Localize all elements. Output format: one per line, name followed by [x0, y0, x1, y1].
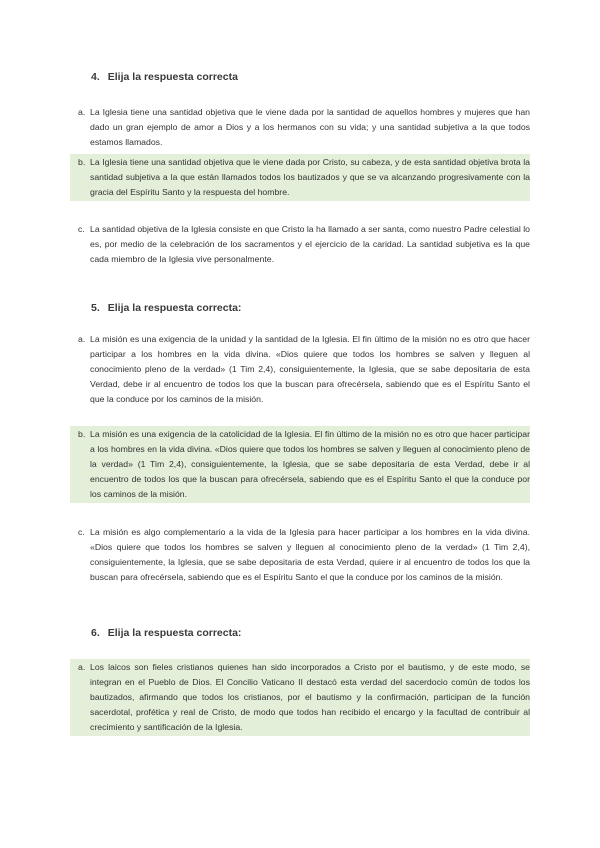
option-text: La misión es algo complementario a la vida de la Iglesia para hacer participar a los hombres en la vida divina. «Dios quiere que todos los hombres se salven y lleguen al conocimiento pleno de la verdad» (1 Tim 2,4), consiguientemente, la Iglesia, que se sabe depositaria de esta Verdad, quiere ir al encuentro de todos los que la buscan para ofrecérsela, sabiendo que es el Espíritu Santo el que la conduce por los caminos de la misión.	[90, 527, 530, 582]
option-letter: c.	[78, 527, 85, 537]
option-text: La santidad objetiva de la Iglesia consiste en que Cristo la ha llamado a ser santa, como nuestro Padre celestial lo es, por medio de la celebración de los sacramentos y el ejercicio de la caridad. La santidad subjetiva es la que cada miembro de la Iglesia vive personalmente.	[90, 224, 530, 264]
option-text: La misión es una exigencia de la catolicidad de la Iglesia. El fin último de la misión no es otro que hacer participar a los hombres en la vida divina. «Dios quiere que todos los hombres se salven y lleguen al conocimiento pleno de la verdad» (1 Tim 2,4), consiguientemente, la Iglesia, que se sabe depositaria de esta Verdad, debe ir al encuentro de todos los que la buscan para ofrecérsela, sabiendo que es el Espíritu Santo el que la conduce por los caminos de la misión.	[90, 429, 530, 499]
question-6-option-a-correct	[70, 659, 530, 736]
question-title: Elija la respuesta correcta:	[107, 302, 242, 314]
option-letter: c.	[78, 224, 85, 234]
question-4-heading	[91, 71, 238, 83]
option-letter: b.	[78, 429, 86, 439]
option-text: La misión es una exigencia de la unidad y la santidad de la Iglesia. El fin último de la misión no es otro que hacer participar a los hombres en la vida divina. «Dios quiere que todos los hombres se salven y lleguen al conocimiento pleno de la verdad» (1 Tim 2,4), consiguientemente, la Iglesia, que se sabe depositaria de esta Verdad, debe ir al encuentro de todos los que la buscan para ofrecérsela, sabiendo que es el Espíritu Santo el que la conduce por los caminos de la misión.	[90, 334, 530, 404]
question-number: 5.	[91, 302, 100, 314]
option-text: Los laicos son fieles cristianos quienes han sido incorporados a Cristo por el bautismo, y de este modo, se integran en el Pueblo de Dios. El Concilio Vaticano II destacó esta verdad del sacerdocio común de todos los bautizados, afirmando que todos los cristianos, por el bautismo y la confirmación, participan de la función sacerdotal, profética y real de Cristo, de modo que todos han recibido el encargo y la facultad de contribuir al crecimiento y santificación de la Iglesia.	[90, 662, 530, 732]
option-letter: a.	[78, 107, 86, 117]
option-text: La Iglesia tiene una santidad objetiva que le viene dada por Cristo, su cabeza, y de esta santidad objetiva brota la santidad subjetiva a la que están llamados todos los bautizados y que se va alcanzando progresivamente con la gracia del Espíritu Santo y la respuesta del hombre.	[90, 157, 530, 197]
question-number: 4.	[91, 71, 100, 83]
question-4-option-a	[70, 104, 530, 151]
question-6-heading	[91, 627, 241, 639]
question-5-heading	[91, 302, 241, 314]
option-letter: a.	[78, 662, 86, 672]
question-number: 6.	[91, 627, 100, 639]
option-letter: a.	[78, 334, 86, 344]
option-letter: b.	[78, 157, 86, 167]
question-5-option-a	[70, 331, 530, 408]
question-5-option-c	[70, 524, 530, 586]
option-text: La Iglesia tiene una santidad objetiva que le viene dada por la santidad de aquellos hombres y mujeres que han dado un gran ejemplo de amor a Dios y a los hermanos con su vida; y una santidad subjetiva a la que todos estamos llamados.	[90, 107, 530, 147]
question-title: Elija la respuesta correcta:	[107, 627, 242, 639]
question-5-option-b-correct	[70, 426, 530, 503]
question-4-option-b-correct	[70, 154, 530, 201]
question-4-option-c	[70, 221, 530, 268]
question-title: Elija la respuesta correcta	[107, 71, 238, 83]
